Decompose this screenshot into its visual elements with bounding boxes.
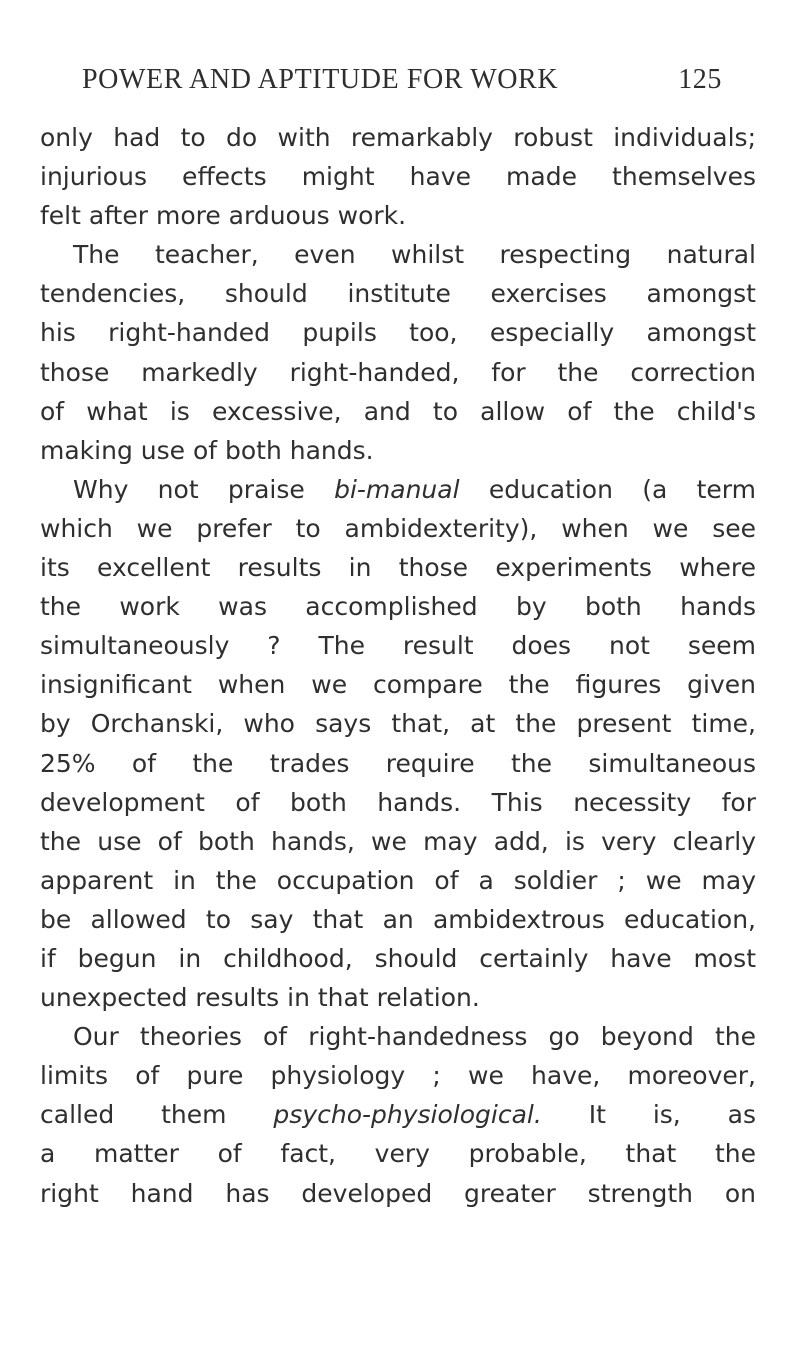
text-line: development of both hands. This necessity for <box>40 787 756 817</box>
text-line: 25% of the trades require the simultaneous <box>40 748 756 778</box>
text-line: the work was accomplished by both hands <box>40 592 756 622</box>
text-line: its excellent results in those experiments where <box>40 553 756 583</box>
text-line: limits of pure physiology ; we have, moreover, <box>40 1061 756 1091</box>
text-line: the use of both hands, we may add, is very clearly <box>40 826 756 856</box>
running-head <box>82 64 722 104</box>
text-line: apparent in the occupation of a soldier ; we may <box>40 865 756 895</box>
page-number: 125 <box>678 64 722 95</box>
text-line: right hand has developed greater strength on <box>40 1178 756 1208</box>
text-line: injurious effects might have made themselves <box>40 162 756 192</box>
text-line: tendencies, should institute exercises amongst <box>40 279 756 309</box>
text-line: by Orchanski, who says that, at the present time, <box>40 709 756 739</box>
paragraph-start-line: The teacher, even whilst respecting natural <box>73 240 756 270</box>
text-line: called them psycho-physiological. It is, as <box>40 1100 756 1130</box>
text-line: insignificant when we compare the figures given <box>40 670 756 700</box>
text-line: only had to do with remarkably robust individuals; <box>40 123 756 152</box>
text-line: those markedly right-handed, for the correction <box>40 357 756 387</box>
text-line: which we prefer to ambidexterity), when we see <box>40 513 756 543</box>
italic-term: bi-manual <box>334 474 460 504</box>
text-line: making use of both hands. <box>40 435 374 465</box>
body-text <box>40 118 756 1213</box>
text-line: unexpected results in that relation. <box>40 983 480 1013</box>
text-line: be allowed to say that an ambidextrous education, <box>40 904 756 934</box>
text-line: felt after more arduous work. <box>40 201 407 231</box>
chapter-title: POWER AND APTITUDE FOR WORK <box>82 64 559 95</box>
text-line: simultaneously ? The result does not seem <box>40 631 756 661</box>
text-line: of what is excessive, and to allow of the child's <box>40 396 756 426</box>
text-line: his right-handed pupils too, especially amongst <box>40 318 756 348</box>
text-line: if begun in childhood, should certainly have most <box>40 943 756 973</box>
text-line: a matter of fact, very probable, that the <box>40 1139 756 1169</box>
paragraph-start-line: Our theories of right-handedness go beyond the <box>73 1022 756 1052</box>
italic-term: psycho-physiological. <box>273 1100 542 1130</box>
paragraph-start-line: Why not praise bi-manual education (a term <box>73 474 756 504</box>
